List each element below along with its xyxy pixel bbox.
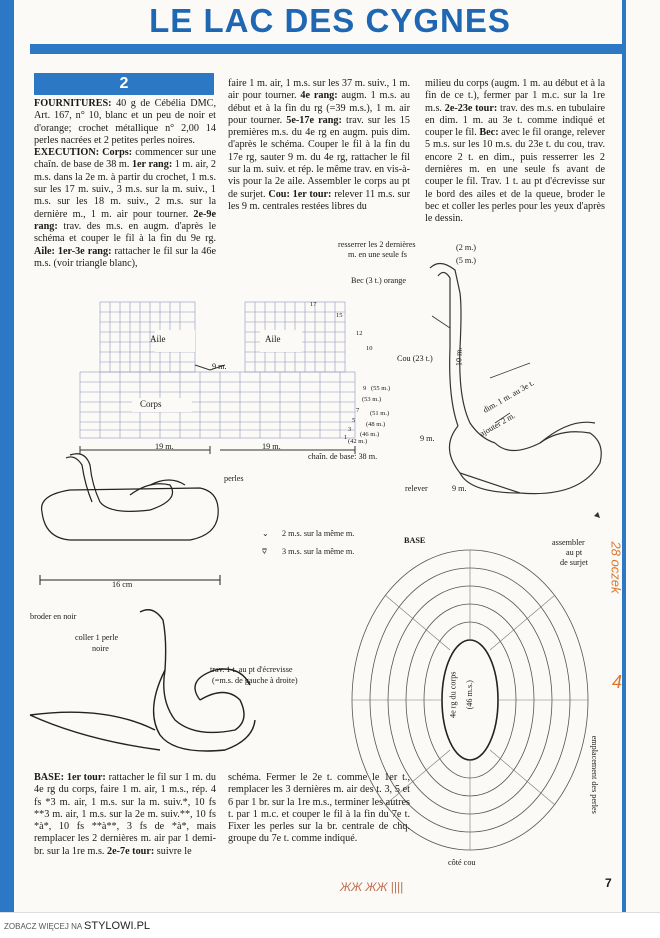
legend-symbol-2ms-icon: ⌄ bbox=[262, 529, 269, 538]
col3-text-b: trav. des m.s. en tubulaire en dim. 1 m. au 3e t. comme indiqué et couper le fil. bbox=[425, 102, 605, 139]
neck-label-ajouter: ajouter 2 m. bbox=[478, 410, 517, 439]
row-46m: (46 m.) bbox=[360, 431, 380, 438]
cou-label: Cou: 1er tour: bbox=[268, 188, 332, 200]
col2-text-c: trav. sur les 15 premières m.s. du 4e rg en augm. puis dim. d'après le schéma. Couper le fil à la fin du 17e rg, sauter 9 m. du 4e rg, rattacher le fil sur la m. suiv. et rép. le même trav. en vis-à-vis pour la 2e aile. Assembler le corps au pt de surjet. bbox=[228, 114, 410, 200]
neck-label-relever-9m: 9 m. bbox=[452, 484, 467, 493]
rang2-label: 2e-9e rang: bbox=[34, 208, 216, 232]
col4-text-b: suivre le bbox=[154, 845, 192, 857]
execution-label: EXECUTION: Corps: bbox=[34, 147, 133, 159]
chart-label-aile-right: Aile bbox=[265, 334, 281, 344]
rang4-label: 4e rang: bbox=[300, 90, 338, 102]
swan-label-coller-2: noire bbox=[92, 644, 109, 653]
col2-text-a: faire 1 m. air, 1 m.s. sur les 37 m. suiv., 1 m. air pour tourner. bbox=[228, 78, 410, 102]
bec-label: Bec: bbox=[479, 127, 499, 139]
legend-symbol-3ms-icon: ⩢ bbox=[262, 547, 267, 556]
col4-text-a: rattacher le fil sur 1 m. du 4e rg du corps, faire 1 m. air, 1 m.s., rép. 4 fs *3 m. air, 1 m.s. sur la m. suiv.*, 10 fs **3 m. air, 1 m.s. sur la 2e m. suiv.**, 10 fs *à*, 10 fs **à**, 3 fs de *à*, mais remplacer les 2 dernières m. air par 1 demi-br. sur la 1re m.s. bbox=[34, 772, 216, 857]
chart-label-19m-left: 19 m. bbox=[155, 442, 174, 451]
col2-text-d: relever 11 m.s. sur les 9 m. centrales restées libres du bbox=[228, 188, 411, 212]
chart-label-nine-m: 9 m. bbox=[212, 362, 227, 371]
tour2-label: 2e-23e tour: bbox=[444, 102, 498, 114]
rang1-text: 1 m. air, 2 m.s. dans la 2e m. à partir du crochet, 1 m.s. sur les 17 m. suiv., 3 m.s. sur la m. suiv., 1 m.s. sur les 18 m. suiv., 2 m.s. sur la dernière m., 1 m. air pour tourner. bbox=[34, 159, 216, 220]
chart-label-19m-right: 19 m. bbox=[262, 442, 281, 451]
swan-label-perles: perles bbox=[224, 474, 244, 483]
fournitures-label: FOURNITURES: bbox=[34, 98, 112, 109]
swan-label-trav-2: (=m.s. de gauche à droite) bbox=[212, 676, 298, 685]
instructions-col-2 bbox=[228, 78, 410, 213]
neck-label-assembler-3: de surjet bbox=[560, 558, 588, 567]
base-label-cote-cou: côté cou bbox=[448, 858, 476, 867]
footer-prefix: ZOBACZ WIĘCEJ NA bbox=[4, 922, 82, 931]
legend-2ms: 2 m.s. sur la même m. bbox=[282, 529, 355, 538]
neck-label-relever: relever bbox=[405, 484, 428, 493]
instructions-col-3 bbox=[425, 78, 605, 226]
neck-label-resserrer-2: m. en une seule fs bbox=[348, 250, 407, 259]
right-color-rule bbox=[622, 0, 626, 912]
col3-text-a: milieu du corps (augm. 1 m. au début et à la fin de ce t.), fermer par 1 m.c. sur la 1re m.s. bbox=[425, 78, 605, 114]
neck-label-cou: Cou (23 t.) bbox=[397, 354, 433, 363]
base-tour2-label: 2e-7e tour: bbox=[107, 845, 155, 857]
footer-link[interactable] bbox=[4, 920, 150, 932]
handwritten-note-a: 28 oczek bbox=[608, 541, 624, 594]
row-3: 3 bbox=[348, 426, 352, 433]
rang5-label: 5e-17e rang: bbox=[286, 114, 342, 126]
row-48m: (48 m.) bbox=[366, 421, 386, 428]
neck-label-assembler: assembler bbox=[552, 538, 585, 547]
chart-label-chain-base: chaîn. de base: 38 m. bbox=[308, 452, 378, 461]
base-title: BASE bbox=[404, 536, 426, 545]
swan-label-trav: trav. 1 t. au pt d'écrevisse bbox=[210, 665, 293, 674]
col3-text-c: avec le fil orange, relever 5 m.s. sur les 10 m.s. du 23e t. du cou, trav. encore 2 t. en dim., puis resserrer les 2 dernières m. en une seule fs avant de couper le fil. Trav. 1 t. au pt d'écrevisse sur le bord des ailes et de la queue, broder le bec et coller les perles pour les yeux d'après le dessin. bbox=[425, 127, 605, 225]
neck-label-5m: (5 m.) bbox=[456, 256, 477, 265]
base-label-emplacement: emplacement des perles bbox=[589, 735, 599, 814]
fournitures-text: 40 g de Cébélia DMC, Art. 167, n° 10, blanc et un peu de noir et d'orange; crochet métallique n° 2,00 14 perles nacrées et 2 petites perles noires. bbox=[34, 98, 216, 146]
left-color-band bbox=[0, 0, 14, 912]
row-53m: (53 m.) bbox=[362, 396, 382, 403]
row-1: 1 bbox=[344, 434, 348, 441]
row-15: 15 bbox=[336, 312, 343, 319]
finished-swan-illustration bbox=[30, 440, 230, 595]
neck-label-2m: (2 m.) bbox=[456, 243, 477, 252]
row-12: 12 bbox=[356, 330, 363, 337]
rang1-label: 1er rang: bbox=[131, 159, 173, 171]
neck-label-bec: Bec (3 t.) orange bbox=[351, 276, 407, 285]
base-label-rg-corps-count: (46 m.s.) bbox=[464, 680, 474, 710]
col5-text-a: schéma. Fermer le 2e t. comme le 1er t., remplacer les 3 dernières m. air des t. 3, 5 et 6 par 1 br. sur la 1re m.s., terminer les autres t. par 1 m.c. et couper le fil à la fin du 7e t. Fixer les perles sur la br. centrale de chq. groupe du 7e t. comme indiqué. bbox=[228, 772, 410, 845]
row-5: 5 bbox=[352, 417, 356, 424]
execution-text: commencer sur une chaîn. de base de 38 m. bbox=[34, 147, 216, 171]
col2-text-b: augm. 1 m.s. au début et à la fin du rg (=39 m.s.), 1 m. air pour tourner. bbox=[228, 90, 410, 126]
chart-label-aile-left: Aile bbox=[150, 334, 166, 344]
footer-brand: STYLOWI.PL bbox=[84, 920, 151, 932]
handwritten-note-b: 4 bbox=[612, 672, 623, 692]
instructions-col-5 bbox=[228, 772, 410, 846]
handwritten-tally: ЖЖ ЖЖ |||| bbox=[340, 880, 404, 894]
swan-label-broder: broder en noir bbox=[30, 612, 77, 621]
instructions-col-4 bbox=[34, 772, 216, 858]
aile-label: Aile: 1er-3e rang: bbox=[34, 245, 112, 257]
swan-label-coller: coller 1 perle bbox=[75, 633, 119, 642]
title-underline-bar bbox=[30, 44, 622, 54]
neck-label-dim: dim. 1 m. au 3e t. bbox=[481, 378, 536, 415]
row-10: 10 bbox=[366, 345, 373, 352]
page-title: LE LAC DES CYGNES bbox=[149, 2, 511, 39]
row-17: 17 bbox=[310, 301, 317, 308]
neck-label-resserrer: resserrer les 2 dernières bbox=[338, 240, 416, 249]
legend-3ms: 3 m.s. sur la même m. bbox=[282, 547, 355, 556]
neck-label-10m: 10 m. bbox=[454, 347, 464, 367]
section-number-box: 2 bbox=[34, 73, 214, 95]
row-7: 7 bbox=[356, 407, 360, 414]
base-tour1-label: BASE: 1er tour: bbox=[34, 772, 106, 783]
neck-label-assembler-2: au pt bbox=[566, 548, 583, 557]
swan-label-16cm: 16 cm bbox=[112, 580, 133, 589]
chart-label-corps: Corps bbox=[140, 399, 162, 409]
base-label-rg-corps: 4e rg du corps bbox=[448, 671, 458, 718]
instructions-col-1 bbox=[34, 98, 216, 270]
page-number: 7 bbox=[605, 876, 612, 890]
rang2-text: trav. des m.s. en augm. d'après le schéma et couper le fil à la fin du 9e rg. bbox=[34, 220, 216, 245]
neck-label-9m: 9 m. bbox=[420, 434, 435, 443]
row-51m: (51 m.) bbox=[370, 410, 390, 417]
row-42m: (42 m.) bbox=[348, 438, 368, 445]
row-9: 9 bbox=[363, 385, 367, 392]
row-55m: (55 m.) bbox=[371, 385, 391, 392]
aile-text: rattacher le fil sur la 46e m.s. (voir triangle blanc), bbox=[34, 245, 217, 269]
